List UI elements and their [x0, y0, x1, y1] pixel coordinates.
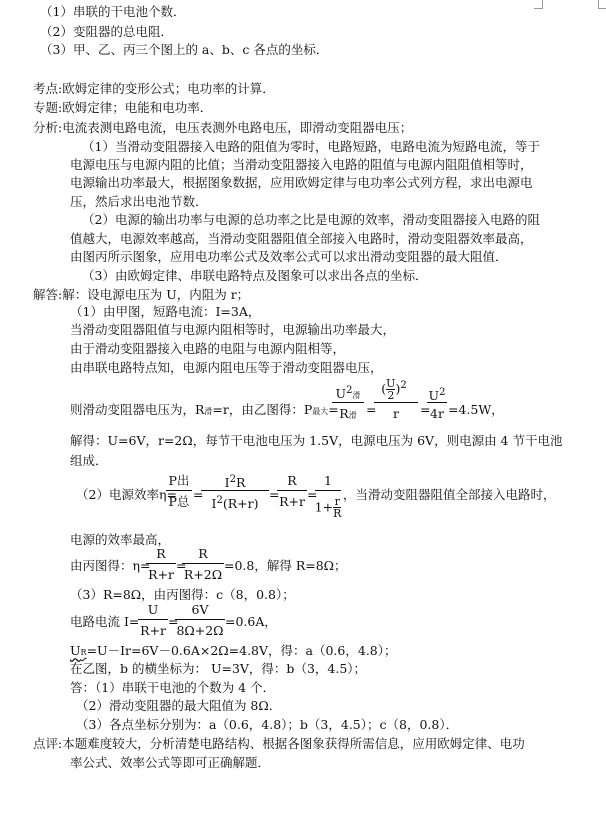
jieda-p1-value: 3A，: [230, 304, 261, 319]
equation-2-denominator-c: R+r: [279, 494, 305, 509]
fenxi-line: 电源输出功率最大，根据图象数据，应用欧姆定律与电功率公式列方程，求出电源电: [70, 175, 533, 190]
fenxi-line: 值越大，电源效率越高，当滑动变阻器阻值全部接入电路时，滑动变阻器效率最高，: [70, 231, 533, 246]
fenxi-line: （2）电源的输出功率与电源的总功率之比是电源的效率，滑动变阻器接入电路的阻: [82, 212, 540, 227]
dianping-label: 点评:: [33, 736, 63, 751]
jieda-intro: 解：设电源电压为 U，内阻为 r；: [62, 287, 250, 302]
equation-3-prefix: 由丙图得：η=: [70, 558, 151, 573]
equals-sign: =: [193, 487, 204, 502]
equation-4-prefix: 电路电流 I=: [70, 614, 140, 629]
fraction-bar: [332, 402, 364, 403]
dianping-line: 率公式、效率公式等即可正确解题．: [70, 755, 271, 770]
dianping-row: [33, 738, 525, 751]
jieda-line: 由于滑动变阻器接入电路的电阻与电源内阻相等，: [70, 341, 346, 356]
zhuanti-label: 专题:: [33, 100, 63, 115]
fenxi-line: 由图丙所示图象，应用电功率公式及效率公式可以求出滑动变阻器的最大阻值．: [70, 249, 508, 264]
fraction-bar: [182, 563, 224, 564]
answer-line: 答：（1）串联干电池的个数为 4 个．: [70, 680, 276, 695]
fraction-bar: [315, 490, 341, 491]
fraction-bar: [427, 402, 447, 403]
kaodian-row: [33, 83, 275, 96]
equation-4-suffix: =0.6A，: [225, 614, 277, 629]
equation-4-denominator-b: 8Ω+2Ω: [176, 623, 224, 638]
equation-4-numerator-b: 6V: [191, 602, 209, 617]
kaodian-text: 欧姆定律的变形公式；电功率的计算．: [62, 81, 275, 96]
equation-3-suffix: =0.8，解得 R=8Ω；: [224, 558, 347, 573]
fenxi-line: （1）当滑动变阻器接入电路的阻值为零时，电路短路，电路电流为短路电流，等于: [82, 139, 540, 154]
equation-3-numerator-b: R: [198, 546, 208, 561]
equation-1-prefix: 则滑动变阻器电压为，R滑=r，由乙图得：P最大=: [70, 402, 339, 417]
equation-3-denominator-b: R+2Ω: [183, 567, 223, 582]
equation-3-numerator-a: R: [156, 546, 166, 561]
equation-1-numerator-b: ( $\frac{U}{2}$ )$^2$: [381, 377, 407, 402]
equation-1-numerator-c: $U^2$: [428, 387, 446, 404]
equation-3-denominator-a: R+r: [148, 567, 174, 582]
equation-1-numerator-a: $U^2$滑: [335, 385, 361, 402]
equals-sign: =: [176, 558, 187, 573]
equation-4-denominator-a: R+r: [140, 623, 166, 638]
question-3: （3）甲、乙、丙三个图上的 a、b、c 各点的坐标．: [40, 42, 329, 57]
fraction-bar: [175, 619, 225, 620]
zhuanti-row: [33, 102, 212, 115]
equals-sign: =: [307, 487, 318, 502]
jieda-line: 解得：U=6V，r=2Ω，每节干电池电压为 1.5V，电源电压为 6V，则电源由 4 节干电池: [70, 433, 563, 448]
jieda-line: 在乙图，b 的横坐标为： U=3V，得：b（3，4.5）；: [70, 661, 367, 676]
equals-sign: =: [420, 402, 431, 417]
jieda-line: 当滑动变阻器阻值与电源内阻相等时，电源输出功率最大，: [70, 322, 396, 337]
fenxi-label: 分析:: [33, 120, 63, 135]
kaodian-label: 考点:: [33, 81, 63, 96]
equation-2-numerator-b: $I^2R$: [224, 474, 246, 491]
fenxi-row: [33, 122, 412, 135]
equation-2-denominator-b: $I^2(R+r)$: [211, 495, 259, 512]
equation-2-numerator-c: R: [287, 473, 297, 488]
fenxi-line: 压，然后求出电池节数．: [70, 194, 208, 209]
equation-2-prefix: （2）电源效率η=: [76, 487, 177, 502]
equation-1-result: =4.5W，: [448, 402, 504, 417]
jieda-p1: （1）由甲图，短路电流：I=: [70, 304, 231, 319]
equation-1-denominator-b: r: [393, 406, 399, 421]
equation-2-suffix: ，当滑动变阻器阻值全部接入电路时，: [343, 487, 556, 502]
equation-2-denominator-a: P总: [168, 494, 190, 509]
fraction-bar: [138, 619, 168, 620]
jieda-line: 组成．: [70, 453, 108, 468]
jieda-line: （3）R=8Ω，由丙图得：c（8，0.8）；: [70, 587, 295, 602]
equation-2-numerator-d: 1: [324, 473, 332, 488]
dianping-line: 本题难度较大，分析清楚电路结构、根据各图象获得所需信息，应用欧姆定律、电功: [62, 736, 525, 751]
question-1: （1）串联的干电池个数．: [40, 4, 186, 19]
fraction-bar: [277, 490, 307, 491]
question-2: （2）变阻器的总电阻．: [40, 24, 173, 39]
page-corner-mark: [598, 0, 606, 9]
equals-sign: =: [269, 487, 280, 502]
equals-sign: =: [366, 402, 377, 417]
equation-4-numerator-a: U: [147, 602, 159, 617]
answer-line: （2）滑动变阻器的最大阻值为 8Ω．: [76, 698, 282, 713]
fraction-bar: [374, 402, 418, 403]
fenxi-line: （3）由欧姆定律、串联电路特点及图象可以求出各点的坐标．: [82, 268, 428, 283]
jieda-line: 电源的效率最高，: [70, 532, 171, 547]
page-corner-mark: [534, 0, 543, 9]
zhuanti-text: 欧姆定律；电能和电功率．: [62, 100, 213, 115]
equation-2-denominator-d: 1+ $\frac{r}{R}$: [314, 495, 342, 520]
jieda-row: [33, 289, 249, 302]
jieda-line: UR=U－Ir=6V－0.6A×2Ω=4.8V，得：a（0.6，4.8）；: [70, 643, 397, 658]
equation-1-denominator-c: 4r: [430, 406, 444, 421]
equation-2-numerator-a: P出: [168, 473, 190, 488]
jieda-line: 由串联电路特点知，电源内阻电压等于滑动变阻器电压，: [70, 360, 383, 375]
jieda-label: 解答:: [33, 287, 63, 302]
fenxi-line: 电流表测电路电流，电压表测外电路电压，即滑动变阻器电压；: [62, 120, 413, 135]
fraction-bar: [146, 563, 176, 564]
fraction-bar: [166, 490, 192, 491]
equals-sign: =: [168, 614, 179, 629]
answer-line: （3）各点坐标分别为：a（0.6，4.8）；b（3，4.5）；c（8，0.8）．: [76, 717, 459, 732]
fraction-bar: [201, 490, 269, 491]
fenxi-line: 电源电压与电源内阻的比值；当滑动变阻器接入电路的阻值与电源内阻阻值相等时，: [70, 157, 533, 172]
jieda-line: [70, 306, 260, 319]
equation-1-denominator-a: R滑: [339, 406, 357, 421]
